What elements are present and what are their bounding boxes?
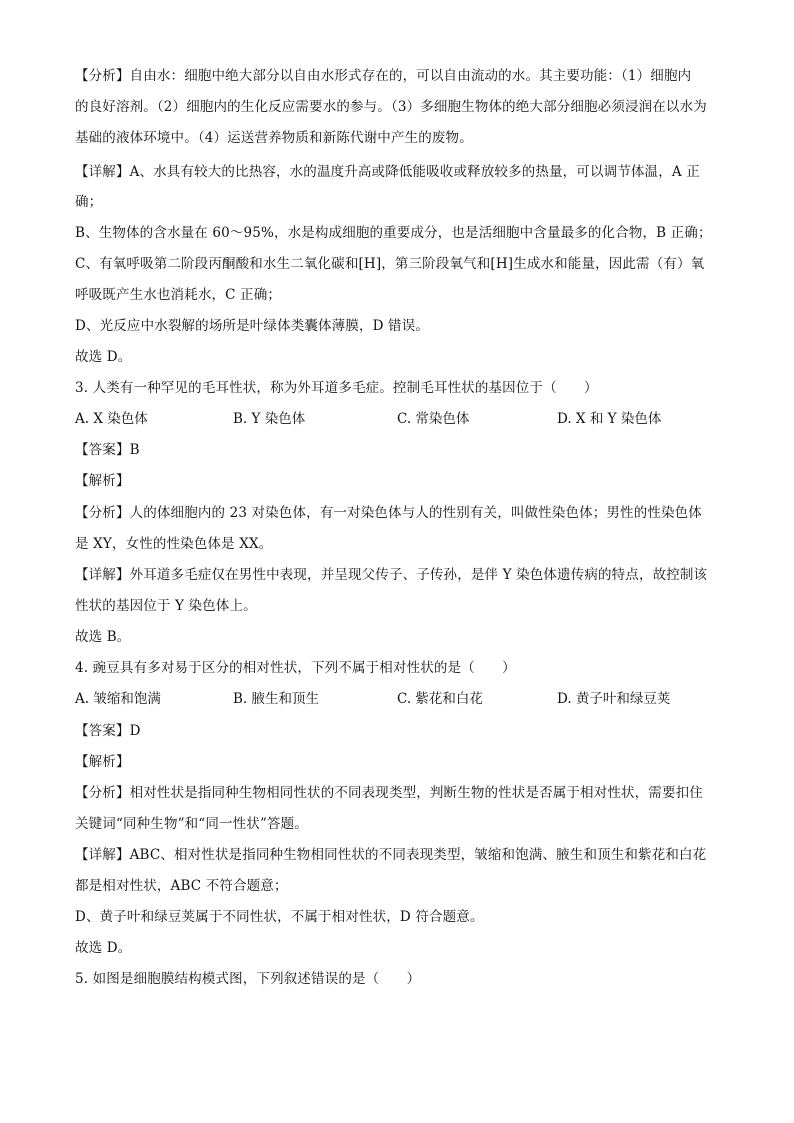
- text-line: B、生物体的含水量在 60～95%，水是构成细胞的重要成分，也是活细胞中含量最多的化合物，B 正确；: [75, 225, 712, 241]
- q3-option-c: C. 常染色体: [397, 411, 470, 427]
- analysis-label: 【解析】: [75, 473, 130, 489]
- answer-label: 【答案】D: [75, 723, 141, 739]
- text-line: 故选 B。: [75, 629, 131, 645]
- text-line: 是 XY，女性的性染色体是 XX。: [75, 536, 273, 552]
- text-line: 确；: [75, 194, 103, 210]
- question-4: 4. 豌豆具有多对易于区分的相对性状，下列不属于相对性状的是（ ）: [75, 660, 516, 676]
- text-line: 都是相对性状，ABC 不符合题意；: [75, 878, 288, 894]
- question-5: 5. 如图是细胞膜结构模式图，下列叙述错误的是（ ）: [75, 971, 421, 987]
- text-line: D、黄子叶和绿豆荚属于不同性状，不属于相对性状，D 符合题意。: [75, 909, 484, 925]
- text-line: 关键词“同种生物”和“同一性状”答题。: [75, 816, 308, 832]
- text-line: D、光反应中水裂解的场所是叶绿体类囊体薄膜，D 错误。: [75, 318, 429, 334]
- q4-option-c: C. 紫花和白花: [397, 691, 483, 707]
- text-line: 的良好溶剂。（2）细胞内的生化反应需要水的参与。（3）多细胞生物体的绝大部分细胞必须浸润在以水为: [75, 99, 707, 115]
- text-line: 【详解】ABC、相对性状是指同种生物相同性状的不同表现类型，皱缩和饱满、腋生和顶生和紫花和白花: [75, 847, 707, 863]
- text-line: 性状的基因位于 Y 染色体上。: [75, 598, 257, 614]
- q4-option-a: A. 皱缩和饱满: [75, 691, 161, 707]
- answer-label: 【答案】B: [75, 442, 140, 458]
- text-line: 基础的液体环境中。（4）运送营养物质和新陈代谢中产生的废物。: [75, 130, 473, 146]
- text-line: C、有氧呼吸第二阶段丙酮酸和水生二氧化碳和[H]，第三阶段氧气和[H]生成水和能量，因此需（有）氧: [75, 256, 705, 272]
- text-line: 故选 D。: [75, 349, 132, 365]
- q4-option-d: D. 黄子叶和绿豆荚: [557, 691, 671, 707]
- text-line: 【详解】外耳道多毛症仅在男性中表现，并呈现父传子、子传孙，是伴 Y 染色体遗传病的特点，故控制该: [75, 567, 708, 583]
- q3-option-d: D. X 和 Y 染色体: [557, 411, 662, 427]
- text-line: 呼吸既产生水也消耗水，C 正确；: [75, 287, 282, 303]
- text-line: 故选 D。: [75, 940, 132, 956]
- q3-option-b: B. Y 染色体: [233, 411, 306, 427]
- text-line: 【分析】相对性状是指同种生物相同性状的不同表现类型，判断生物的性状是否属于相对性状，需要扣住: [75, 785, 703, 801]
- question-3: 3. 人类有一种罕见的毛耳性状，称为外耳道多毛症。控制毛耳性状的基因位于（ ）: [75, 380, 598, 396]
- q4-option-b: B. 腋生和顶生: [233, 691, 320, 707]
- text-line: 【分析】人的体细胞内的 23 对染色体，有一对染色体与人的性别有关，叫做性染色体；男性的性染色体: [75, 505, 702, 521]
- text-line: 【分析】自由水：细胞中绝大部分以自由水形式存在的，可以自由流动的水。其主要功能：（1）细胞内: [75, 68, 692, 84]
- q3-option-a: A. X 染色体: [75, 411, 148, 427]
- text-line: 【详解】A、水具有较大的比热容，水的温度升高或降低能吸收或释放较多的热量，可以调节体温，A 正: [75, 164, 700, 180]
- analysis-label: 【解析】: [75, 754, 130, 770]
